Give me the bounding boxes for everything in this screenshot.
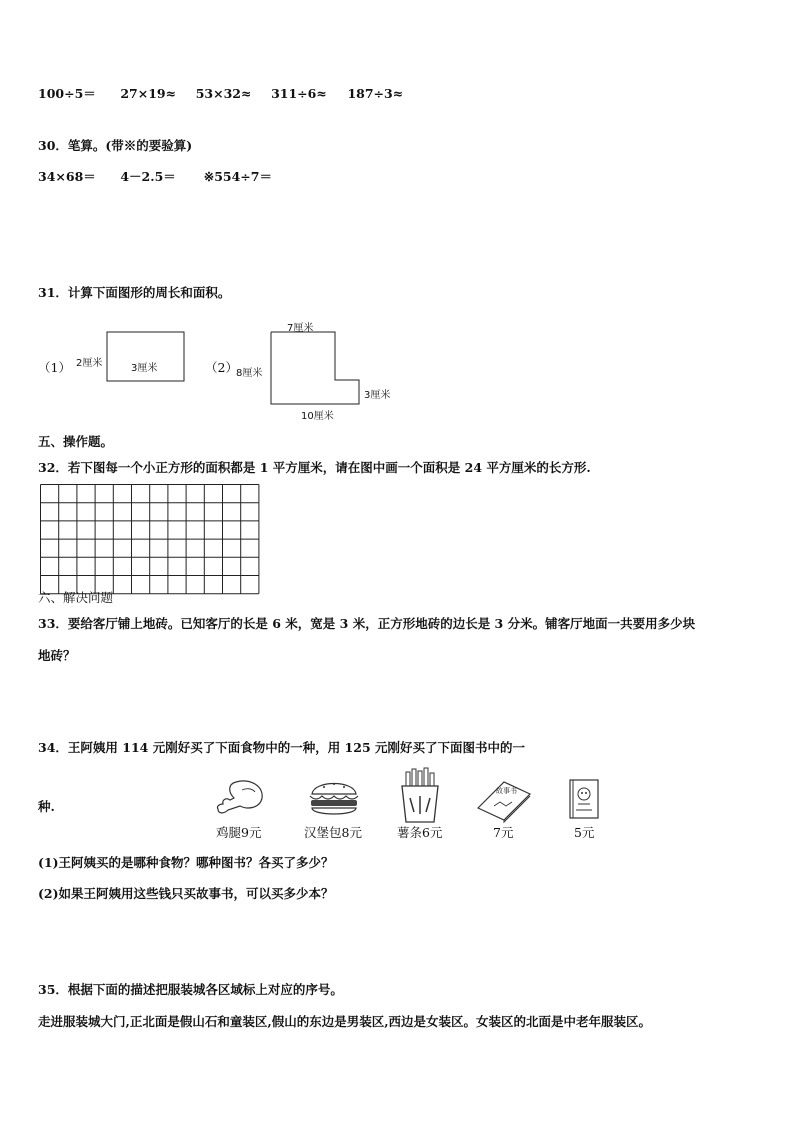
section-5-heading: 五、操作题。: [38, 434, 114, 449]
fig2-label: （2）: [205, 360, 238, 375]
fig2-top-label: 7厘米: [287, 323, 314, 334]
q34-sub-1: (1)王阿姨买的是哪种食物？哪种图书？各买了多少？: [38, 855, 334, 870]
q30-expr-2: 4－2.5＝: [120, 169, 176, 184]
q33-line-1: 33．要给客厅铺上地砖。已知客厅的长是 6 米，宽是 3 米，正方形地砖的边长是 3 分米。铺客厅地面一共要用多少块: [38, 616, 696, 631]
item-caption-story-book: 7元: [493, 825, 514, 840]
q32-title: 32．若下图每一个小正方形的面积都是 1 平方厘米，请在图中画一个面积是 24 平方厘米的长方形.: [38, 460, 591, 475]
story-book-icon: [474, 776, 534, 822]
expr-4: 311÷6≈: [271, 86, 327, 101]
square-grid[interactable]: [40, 484, 260, 586]
fig2-right-label: 3厘米: [364, 390, 391, 401]
fig1-side-label: 2厘米: [76, 358, 103, 369]
expr-1: 100÷5＝: [38, 86, 96, 101]
item-caption-burger: 汉堡包8元: [304, 825, 362, 840]
q31-title: 31．计算下面图形的周长和面积。: [38, 285, 231, 300]
fig2-bottom-label: 10厘米: [301, 411, 334, 422]
expr-3: 53×32≈: [195, 86, 252, 101]
fig1-label: （1）: [38, 360, 71, 375]
chicken-leg-icon: [212, 776, 272, 820]
item-caption-chicken: 鸡腿9元: [216, 825, 262, 840]
q34-sub-2: (2)如果王阿姨用这些钱只买故事书，可以买多少本？: [38, 886, 334, 901]
item-caption-picture-book: 5元: [574, 825, 595, 840]
picture-book-icon: [564, 776, 604, 822]
section-6-heading: 六、解决问题: [38, 590, 114, 605]
q33-line-2: 地砖？: [38, 648, 76, 663]
expr-5: 187÷3≈: [347, 86, 404, 101]
fig2-left-label: 8厘米: [236, 368, 263, 379]
q30-expr-1: 34×68＝: [38, 169, 96, 184]
q35-title: 35．根据下面的描述把服装城各区域标上对应的序号。: [38, 982, 343, 997]
q34-line-1: 34．王阿姨用 114 元刚好买了下面食物中的一种，用 125 元刚好买了下面图书中的一: [38, 740, 525, 755]
fig1-bottom-label: 3厘米: [131, 363, 158, 374]
q30-title: 30．笔算。(带※的要验算): [38, 138, 193, 153]
expr-2: 27×19≈: [120, 86, 177, 101]
fries-icon: [398, 768, 442, 824]
q35-text: 走进服装城大门,正北面是假山石和童装区,假山的东边是男装区,西边是女装区。女装区的北面是中老年服装区。: [38, 1014, 652, 1029]
burger-icon: [306, 772, 362, 822]
story-book-cover-text: 故事书: [496, 787, 517, 795]
q30-expr-3: ※554÷7＝: [203, 169, 272, 184]
q34-line-2: 种.: [38, 799, 55, 814]
item-caption-fries: 薯条6元: [397, 825, 443, 840]
